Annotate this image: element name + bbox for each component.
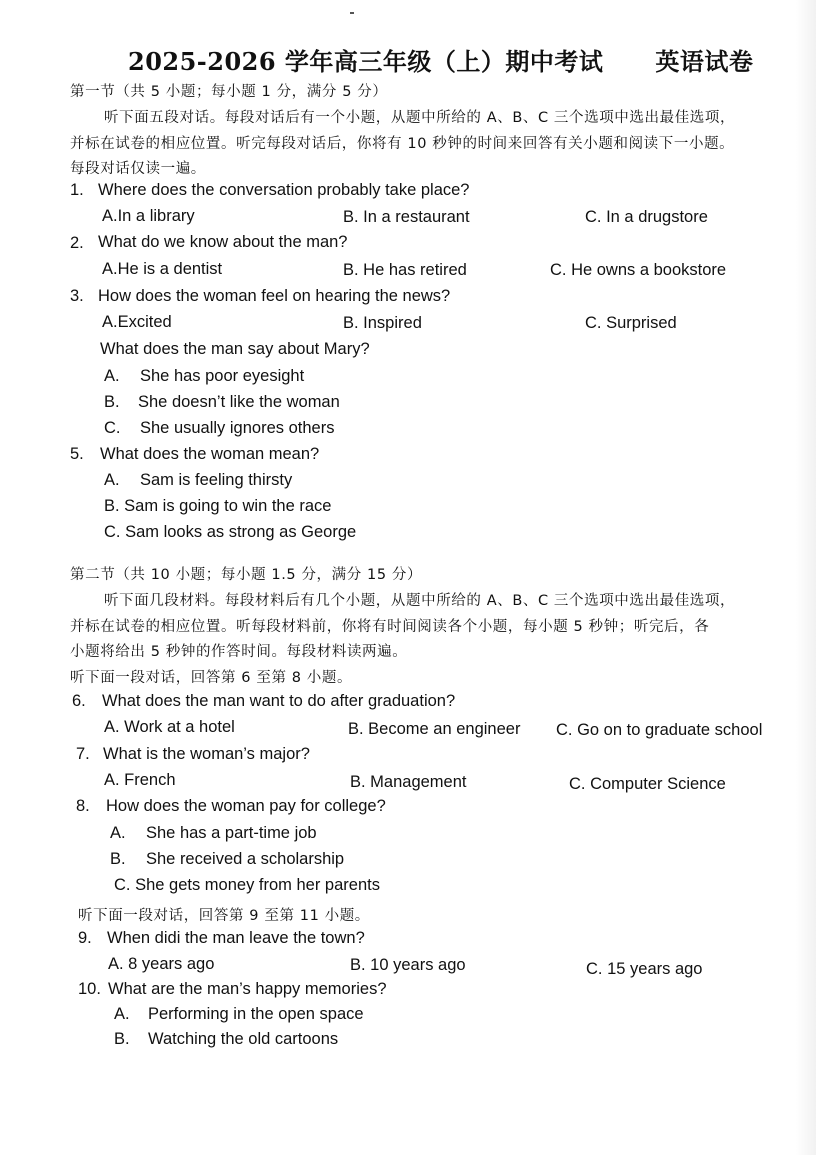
q10-number: 10. xyxy=(78,980,101,998)
q6-stem: What does the man want to do after graduation? xyxy=(102,692,456,710)
q5-option-b: B. Sam is going to win the race xyxy=(104,497,332,515)
q5-number: 5. xyxy=(70,445,84,463)
q8-option-a: She has a part-time job xyxy=(146,824,317,842)
q2-option-a: A.He is a dentist xyxy=(102,260,223,278)
exam-title-main: 2025-2026 学年高三年级（上）期中考试 xyxy=(128,47,604,76)
q4-option-a-letter: A. xyxy=(104,367,120,385)
q4-stem: What does the man say about Mary? xyxy=(100,340,370,358)
q6-option-a: A. Work at a hotel xyxy=(104,718,235,736)
q3-option-a: A.Excited xyxy=(102,313,172,331)
q9-option-b: B. 10 years ago xyxy=(350,956,466,974)
q2-number: 2. xyxy=(70,234,84,252)
q8-option-b-letter: B. xyxy=(110,850,126,868)
q5-option-c: C. Sam looks as strong as George xyxy=(104,523,357,541)
q5-option-a-letter: A. xyxy=(104,471,120,489)
group2-intro: 听下面一段对话，回答第 9 至第 11 小题。 xyxy=(78,908,370,924)
q5-option-a: Sam is feeling thirsty xyxy=(140,471,293,489)
q1-number: 1. xyxy=(70,181,84,199)
q3-option-c: C. Surprised xyxy=(585,314,677,332)
q7-option-b: B. Management xyxy=(350,773,467,791)
q10-option-b-letter: B. xyxy=(114,1030,130,1048)
q4-option-a: She has poor eyesight xyxy=(140,367,305,385)
section2-header: 第二节（共 10 小题；每小题 1.5 分，满分 15 分） xyxy=(70,567,423,583)
q8-number: 8. xyxy=(76,797,90,815)
section2-instruction-line2: 并标在试卷的相应位置。听每段材料前，你将有时间阅读各个小题，每小题 5 秒钟；听完后，各 xyxy=(70,619,710,635)
q4-option-c: She usually ignores others xyxy=(140,419,335,437)
page-edge-shadow xyxy=(796,0,816,1155)
q2-option-b: B. He has retired xyxy=(343,261,467,279)
q2-stem: What do we know about the man? xyxy=(98,233,348,251)
section2-instruction-line3: 小题将给出 5 秒钟的作答时间。每段材料读两遍。 xyxy=(70,644,408,660)
q4-option-b-letter: B. xyxy=(104,393,120,411)
q10-option-a-letter: A. xyxy=(114,1005,130,1023)
q10-option-a: Performing in the open space xyxy=(148,1005,364,1023)
section1-header: 第一节（共 5 小题；每小题 1 分，满分 5 分） xyxy=(70,84,388,100)
q3-stem: How does the woman feel on hearing the news? xyxy=(98,287,451,305)
q1-option-c: C. In a drugstore xyxy=(585,208,708,226)
exam-subject: 英语试卷 xyxy=(655,47,754,76)
q1-option-b: B. In a restaurant xyxy=(343,208,470,226)
section1-instruction-line3: 每段对话仅读一遍。 xyxy=(70,161,206,177)
q1-stem: Where does the conversation probably take place? xyxy=(98,181,470,199)
q6-option-c: C. Go on to graduate school xyxy=(556,721,763,739)
q7-number: 7. xyxy=(76,745,90,763)
q9-stem: When didi the man leave the town? xyxy=(107,929,365,947)
section1-instruction-line1: 听下面五段对话。每段对话后有一个小题，从题中所给的 A、B、C 三个选项中选出最佳选项， xyxy=(104,110,736,126)
q6-number: 6. xyxy=(72,692,86,710)
q10-stem: What are the man’s happy memories? xyxy=(108,980,387,998)
q6-option-b: B. Become an engineer xyxy=(348,720,521,738)
q7-option-a: A. French xyxy=(104,771,176,789)
q4-option-c-letter: C. xyxy=(104,419,121,437)
exam-title xyxy=(128,42,808,77)
q7-stem: What is the woman’s major? xyxy=(103,745,310,763)
group1-intro: 听下面一段对话，回答第 6 至第 8 小题。 xyxy=(70,670,353,686)
q10-option-b: Watching the old cartoons xyxy=(148,1030,339,1048)
q3-option-b: B. Inspired xyxy=(343,314,422,332)
q5-stem: What does the woman mean? xyxy=(100,445,320,463)
q8-stem: How does the woman pay for college? xyxy=(106,797,386,815)
q2-option-c: C. He owns a bookstore xyxy=(550,261,727,279)
q9-number: 9. xyxy=(78,929,92,947)
q3-number: 3. xyxy=(70,287,84,305)
q1-option-a: A.In a library xyxy=(102,207,195,225)
section2-instruction-line1: 听下面几段材料。每段材料后有几个小题，从题中所给的 A、B、C 三个选项中选出最佳选项， xyxy=(104,593,736,609)
q9-option-c: C. 15 years ago xyxy=(586,960,703,978)
q8-option-a-letter: A. xyxy=(110,824,126,842)
q8-option-c: C. She gets money from her parents xyxy=(114,876,380,894)
q8-option-b: She received a scholarship xyxy=(146,850,345,868)
q9-option-a: A. 8 years ago xyxy=(108,955,215,973)
section1-instruction-line2: 并标在试卷的相应位置。听完每段对话后，你将有 10 秒钟的时间来回答有关小题和阅读下一小题。 xyxy=(70,136,735,152)
q7-option-c: C. Computer Science xyxy=(569,775,726,793)
scan-speck xyxy=(350,12,354,14)
q4-option-b: She doesn’t like the woman xyxy=(138,393,340,411)
